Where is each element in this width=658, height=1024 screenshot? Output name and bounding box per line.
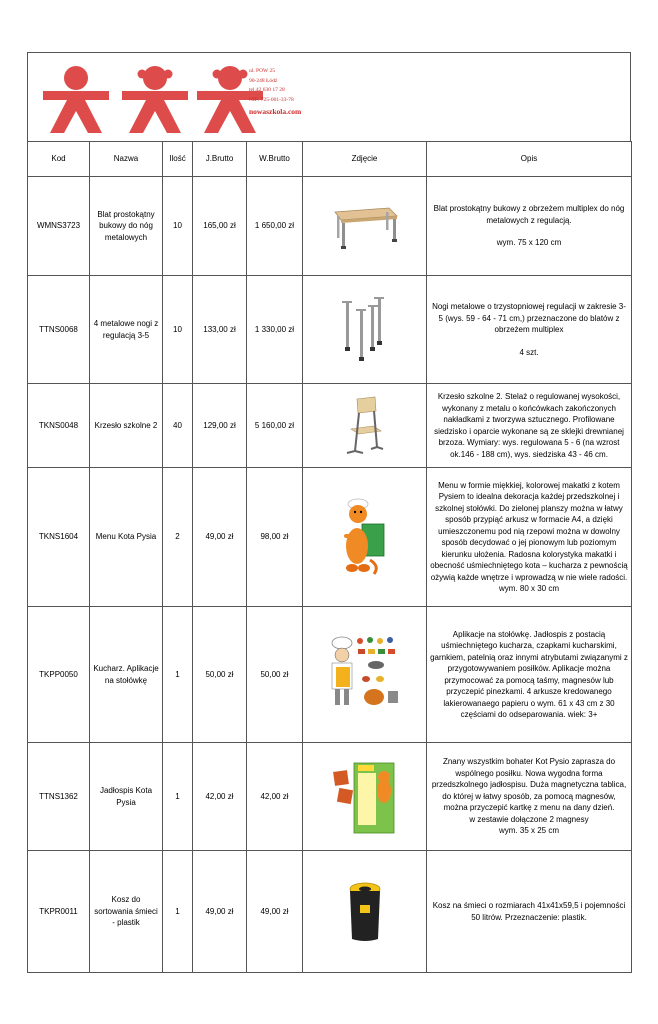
cook-application-image	[326, 635, 404, 715]
col-header-zdjecie: Zdjęcie	[303, 142, 427, 177]
cell-jbrutto: 49,00 zł	[193, 851, 247, 973]
opis-text: w zestawie dołączone 2 magnesy	[469, 814, 589, 824]
cell-image	[303, 607, 427, 743]
table-legs-image	[334, 295, 396, 365]
company-contact	[249, 67, 301, 117]
cell-nazwa: Kucharz. Aplikacje na stołówkę	[90, 607, 163, 743]
cell-nazwa: Krzesło szkolne 2	[90, 384, 163, 468]
cell-opis: Kosz na śmieci o rozmiarach 41x41x59,5 i pojemności 50 litrów. Przeznaczenie: plastik.	[427, 851, 632, 973]
cell-kod: TKPR0011	[28, 851, 90, 973]
nip: NIP: 725-001-33-78	[249, 96, 294, 103]
cell-opis	[427, 743, 632, 851]
cell-jbrutto: 165,00 zł	[193, 177, 247, 276]
cell-nazwa: Blat prostokątny bukowy do nóg metalowych	[90, 177, 163, 276]
chair-image	[343, 395, 387, 457]
opis-text: wym. 75 x 120 cm	[496, 238, 562, 248]
cell-wbrutto: 5 160,00 zł	[247, 384, 303, 468]
table-row	[28, 607, 632, 743]
cell-wbrutto: 50,00 zł	[247, 607, 303, 743]
cell-wbrutto: 1 650,00 zł	[247, 177, 303, 276]
cell-jbrutto: 133,00 zł	[193, 276, 247, 384]
opis-text: Znany wszystkim bohater Kot Pysio zaprasza do wspólnego posiłku. Nowa wygodna forma przedszkolnego jadłospisu. Duża magnetyczna tablica, do której w łatwy sposób, za pomocą magnesów, można przyczepić kartkę z menu na dany dzień.	[431, 757, 627, 813]
opis-text: wym. 80 x 30 cm	[498, 584, 559, 593]
table-image	[329, 200, 401, 252]
cell-ilosc: 1	[163, 607, 193, 743]
cell-image	[303, 743, 427, 851]
website: nowaszkola.com	[249, 107, 302, 116]
table-row	[28, 276, 632, 384]
cell-opis: Krzesło szkolne 2. Stelaż o regulowanej wysokości, wykonany z metalu o końcówkach zakończonych nakładkami z tworzywa sztucznego. Profilowane siedzisko i oparcie wykonane są ze sklejki drewnianej brzoza. Wymiary: wys. regulowana 5 - 6 (na wzrost ok.146 - 188 cm), wys. siedziska 43 - 46 cm.	[427, 384, 632, 468]
cell-jbrutto: 49,00 zł	[193, 468, 247, 607]
cell-jbrutto: 50,00 zł	[193, 607, 247, 743]
table-row	[28, 384, 632, 468]
cell-ilosc: 1	[163, 743, 193, 851]
table-row	[28, 851, 632, 973]
bin-image	[345, 881, 385, 943]
opis-text: Menu w formie miękkiej, kolorowej makatki z kotem Pysiem to idealna dekoracja każdej przedszkolnej i szkolnej stołówki. Do zielonej planszy można w łatwy sposób przypiąć arkusz w formacie A4, a dzięki umieszczonemu pod nią rzepowi można w dowolny sposób decydować o jej pionowym lub poziomym kierunku ułożenia. Radosna kolorystyka makatki i obecność uśmiechniętego kota – kucharza z pewnością ożywią każde wnętrze i wprowadzą w nie wiele radości.	[430, 480, 628, 582]
cell-kod: WMNS3723	[28, 177, 90, 276]
cell-ilosc: 40	[163, 384, 193, 468]
table-header-row	[28, 142, 632, 177]
address-line-2: 90-248 Łódź	[249, 77, 278, 84]
cell-image	[303, 851, 427, 973]
cell-nazwa: 4 metalowe nogi z regulacją 3-5	[90, 276, 163, 384]
opis-text: Nogi metalowe o trzystopniowej regulacji w zakresie 3-5 (wys. 59 - 64 - 71 cm,) przeznaczone do blatów z obrzeżem multiplex	[432, 302, 626, 334]
opis-text: 4 szt.	[519, 347, 539, 357]
cell-wbrutto: 98,00 zł	[247, 468, 303, 607]
cell-wbrutto: 1 330,00 zł	[247, 276, 303, 384]
cell-kod: TKNS1604	[28, 468, 90, 607]
cell-ilosc: 10	[163, 177, 193, 276]
price-sheet	[27, 52, 631, 973]
cell-nazwa: Jadłospis Kota Pysia	[90, 743, 163, 851]
letterhead	[27, 52, 631, 141]
cell-nazwa: Menu Kota Pysia	[90, 468, 163, 607]
col-header-nazwa: Nazwa	[90, 142, 163, 177]
phone: tel.42 630 17 28	[249, 87, 285, 93]
table-row	[28, 468, 632, 607]
company-logo	[40, 65, 272, 135]
cell-kod: TKPP0050	[28, 607, 90, 743]
cell-opis	[427, 276, 632, 384]
opis-text: Blat prostokątny bukowy z obrzeżem multiplex do nóg metalowych z regulacją.	[433, 204, 625, 225]
cat-board-image	[332, 757, 398, 837]
table-row	[28, 743, 632, 851]
col-header-jbrutto: J.Brutto	[193, 142, 247, 177]
cell-opis	[427, 177, 632, 276]
cell-kod: TKNS0048	[28, 384, 90, 468]
col-header-ilosc: Ilość	[163, 142, 193, 177]
col-header-opis: Opis	[427, 142, 632, 177]
cell-kod: TTNS1362	[28, 743, 90, 851]
cat-menu-image	[342, 498, 388, 576]
address-line-1: ul. POW 25	[249, 68, 276, 74]
cell-opis	[427, 468, 632, 607]
cell-image	[303, 276, 427, 384]
cell-wbrutto: 42,00 zł	[247, 743, 303, 851]
cell-jbrutto: 129,00 zł	[193, 384, 247, 468]
col-header-kod: Kod	[28, 142, 90, 177]
cell-jbrutto: 42,00 zł	[193, 743, 247, 851]
cell-image	[303, 177, 427, 276]
cell-wbrutto: 49,00 zł	[247, 851, 303, 973]
cell-ilosc: 1	[163, 851, 193, 973]
cell-nazwa: Kosz do sortowania śmieci - plastik	[90, 851, 163, 973]
products-table	[27, 141, 632, 973]
cell-image	[303, 468, 427, 607]
cell-ilosc: 2	[163, 468, 193, 607]
cell-kod: TTNS0068	[28, 276, 90, 384]
opis-text: wym. 35 x 25 cm	[498, 826, 559, 836]
col-header-wbrutto: W.Brutto	[247, 142, 303, 177]
cell-opis: Aplikacje na stołówkę. Jadłospis z postacią uśmiechniętego kucharza, czapkami kucharskimi, garnkiem, patelnią oraz innymi atrybutami związanymi z przygotowywaniem posiłków. Aplikacje można przymocować za pomocą taśmy, magnesów lub przyczepić pinezkami. 4 arkusze kredowanego lakierowanaego papieru o wym. 61 x 43 cm z 30 częściami do odseparowania. wiek: 3+	[427, 607, 632, 743]
table-row	[28, 177, 632, 276]
cell-ilosc: 10	[163, 276, 193, 384]
cell-image	[303, 384, 427, 468]
